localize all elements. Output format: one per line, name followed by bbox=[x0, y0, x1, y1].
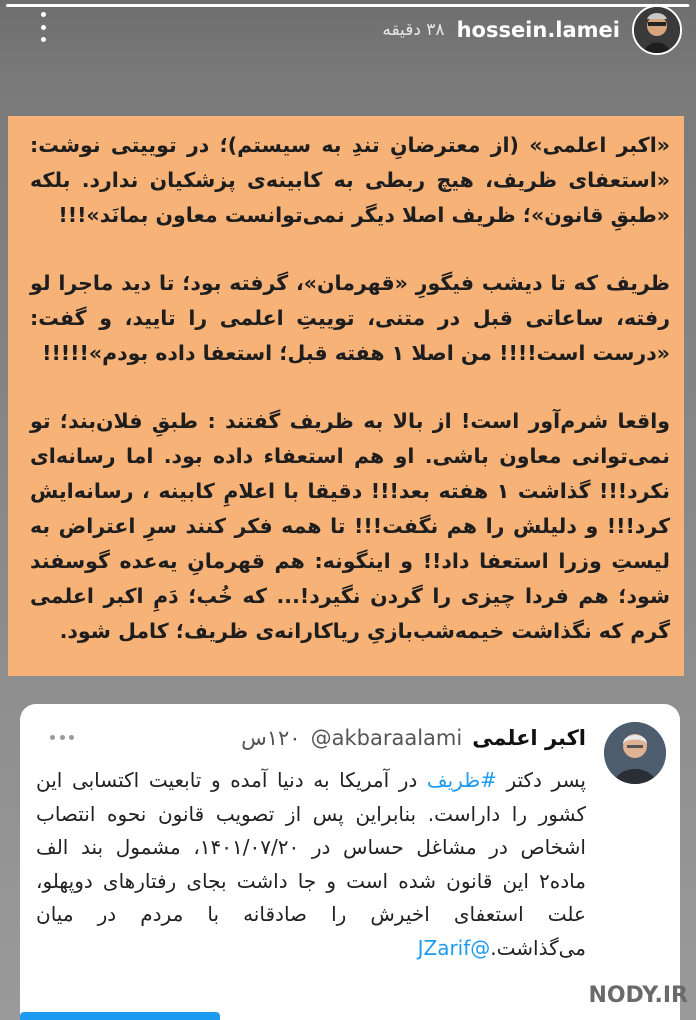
card-paragraph: ظریف که تا دیشب فیگورِ «قهرمان»، گرفته بود؛ تا دید ماجرا لو رفته، ساعاتی قبل در متنی، توییتِ اعلمی را تایید، و گفت: «درست است!!!! من اصلا ۱ هفته قبل؛ استعفا داده بودم»!!!!! bbox=[30, 271, 670, 365]
story-time: ۳۸ دقیقه bbox=[382, 20, 445, 40]
story-header bbox=[382, 6, 682, 54]
tweet-timestamp: ۱۲۰س bbox=[241, 726, 301, 750]
tweet-author-name[interactable]: اکبر اعلمی bbox=[472, 726, 586, 750]
tweet-author-avatar[interactable] bbox=[604, 722, 666, 784]
bottom-link-strip bbox=[20, 1012, 220, 1020]
more-options-icon[interactable] bbox=[36, 12, 50, 42]
card-paragraph: واقعا شرم‌آور است! از بالا به ظریف گفتند : طبقِ فلان‌بند؛ تو نمی‌توانی معاون باشی. او هم استعفاء داده بود. اما رسانه‌ای نکرد!!! گذاشت ۱ هفته بعد!!! دقیقا با اعلامِ کابینه ، رسانه‌ایش کرد!!! و دلیلش را هم نگفت!!! تا همه فکر کنند سرِ اعتراض به لیستِ وزرا استعفا داد!! و اینگونه: هم قهرمانِ یه‌عده گوسفند شود؛ هم فردا چیزی را گردن نگیرد!... که خُب؛ دَمِ اکبر اعلمی گرم که نگذاشت خیمه‌شب‌بازیِ ریاکارانه‌ی ظریف؛ کامل شود. bbox=[30, 409, 670, 643]
tweet-text bbox=[36, 764, 586, 965]
embedded-tweet[interactable] bbox=[20, 704, 680, 1020]
watermark: NODY.IR bbox=[588, 983, 688, 1008]
tweet-hashtag[interactable]: #ظریف bbox=[426, 768, 497, 792]
card-paragraph: «اکبر اعلمی» (از معترضانِ تندِ به سیستم)؛ در توییتی نوشت: «استعفای ظریف، هیچ ربطی به کابینه‌ی پزشکیان ندارد. بلکه «طبقِ قانون»؛ ظریف اصلا دیگر نمی‌توانست معاون بمانَد»!!! bbox=[30, 133, 670, 227]
tweet-mention[interactable]: @JZarif bbox=[417, 935, 491, 960]
story-avatar[interactable] bbox=[632, 5, 682, 55]
tweet-more-icon[interactable] bbox=[50, 732, 74, 742]
tweet-author-handle[interactable]: @akbaraalami bbox=[310, 726, 463, 750]
tweet-header bbox=[36, 726, 586, 750]
tweet-text-part: پسر دکتر bbox=[496, 768, 586, 792]
story-text-card bbox=[8, 116, 684, 676]
tweet-text-part: در آمریکا به دنیا آمده و تابعیت اکتسابی این کشور را داراست. بنابراین پس از تصویب قانون نحوه انتصاب اشخاص در مشاغل حساس در ۱۴۰۱/۰۷/۲۰، مشمول بند الف ماده۲ این قانون شده است و جا داشت بجای رفتارهای دوپهلو، علت استعفای اخیرش را صادقانه با مردم در میان می‌گذاشت. bbox=[36, 768, 586, 960]
user-avatar-icon bbox=[634, 7, 680, 53]
story-username[interactable]: hossein.lamei bbox=[456, 18, 620, 42]
author-avatar-icon bbox=[604, 722, 666, 784]
